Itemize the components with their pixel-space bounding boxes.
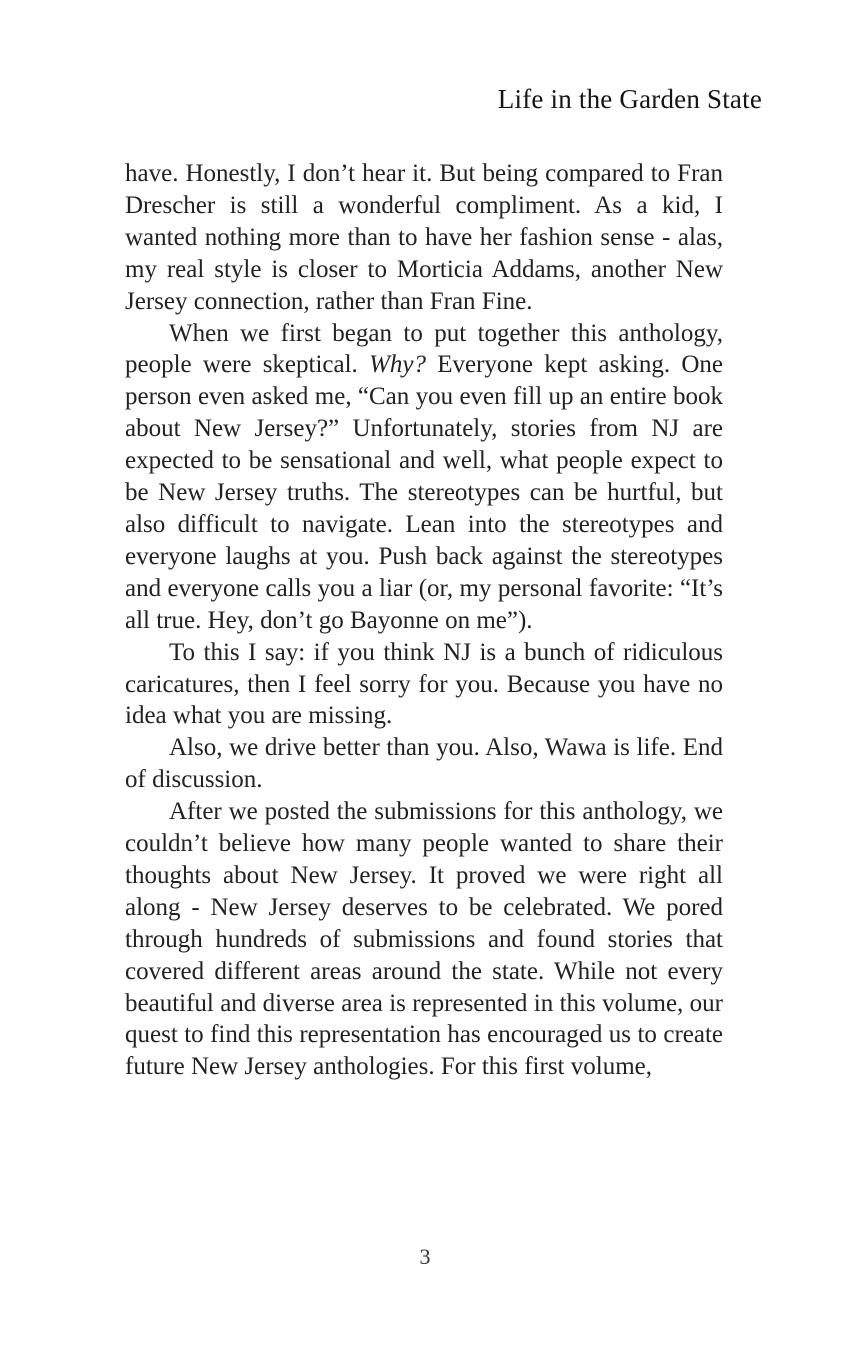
page-number: 3 <box>419 1244 431 1269</box>
paragraph <box>125 637 723 733</box>
paragraph <box>125 732 723 796</box>
text-run: Everyone kept asking. One person even asked me, “Can you even fill up an entire book about New Jersey?” Unfortunately, stories from NJ are expected to be sensational and well, what people expect to be New Jersey truths. The stereotypes can be hurtful, but also difficult to navigate. Lean into the stereotypes and everyone laughs at you. Push back against the stereotypes and everyone calls you a liar (or, my personal favorite: “It’s all true. Hey, don’t go Bayonne on me”). <box>125 351 723 634</box>
text-run: Also, we drive better than you. Also, Wawa is life. End of discussion. <box>125 734 723 794</box>
paragraph <box>125 796 723 1083</box>
text-run: To this I say: if you think NJ is a bunch of ridiculous caricatures, then I feel sorry for you. Because you have no idea what you are missing. <box>125 638 723 730</box>
text-run: After we posted the submissions for this anthology, we couldn’t believe how many people wanted to share their thoughts about New Jersey. It proved we were right all along - New Jersey deserves to be celebrated. We pored through hundreds of submissions and found stories that covered different areas around the state. While not every beautiful and diverse area is represented in this volume, our quest to find this representation has encouraged us to create future New Jersey anthologies. For this first volume, <box>125 798 723 1081</box>
paragraph <box>125 318 723 637</box>
text-run: When we first began to put together this anthology, people were skeptical. <box>125 319 723 379</box>
paragraph <box>125 158 723 318</box>
italic-text-run: Why? <box>369 351 426 379</box>
running-head-title: Life in the Garden State <box>497 84 762 114</box>
body-text <box>125 158 723 1083</box>
text-run: have. Honestly, I don’t hear it. But being compared to Fran Drescher is still a wonderful compliment. As a kid, I wanted nothing more than to have her fashion sense - alas, my real style is closer to Morticia Addams, another New Jersey connection, rather than Fran Fine. <box>125 160 723 315</box>
